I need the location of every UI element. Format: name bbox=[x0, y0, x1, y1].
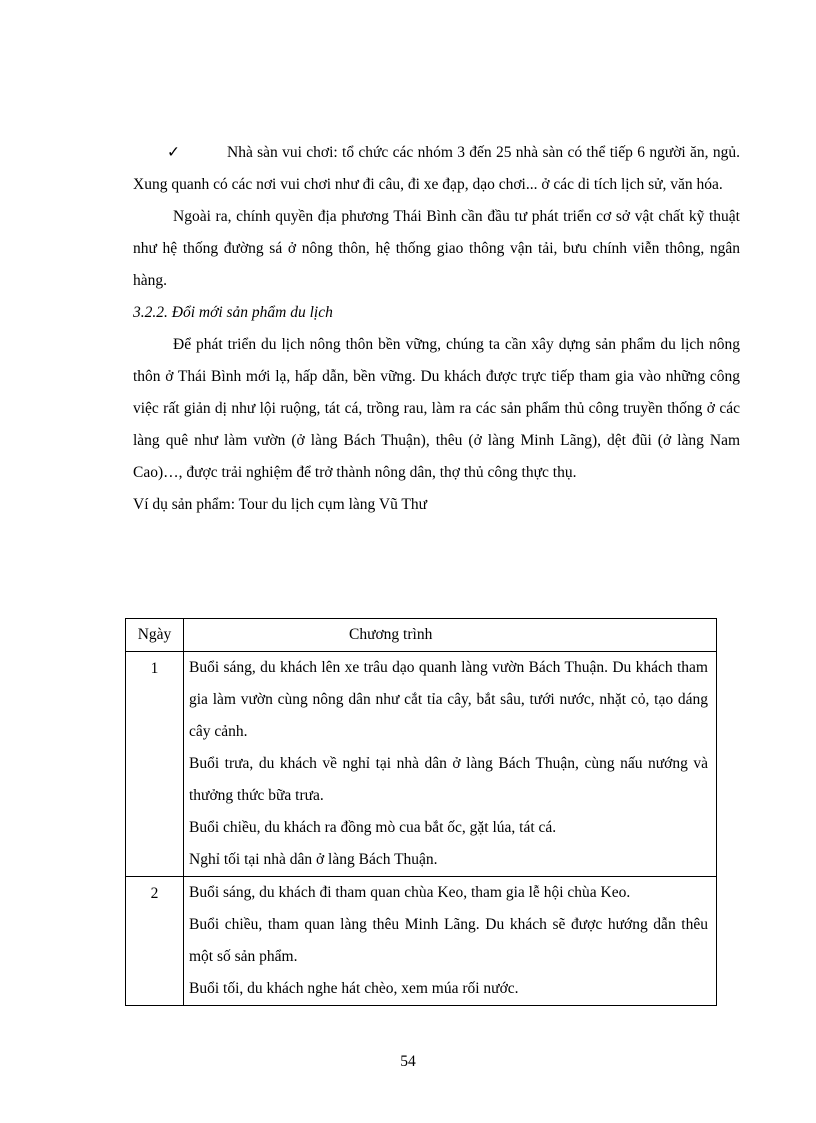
program-line: Buổi sáng, du khách đi tham quan chùa Keo, tham gia lễ hội chùa Keo. bbox=[189, 884, 631, 901]
check-list-item bbox=[133, 137, 740, 201]
check-item-text: Nhà sàn vui chơi: tổ chức các nhóm 3 đến 25 nhà sàn có thể tiếp 6 người ăn, ngủ. Xung quanh có các nơi vui chơi như đi câu, đi xe đạp, dạo chơi... ở các di tích lịch sử, văn hóa. bbox=[133, 144, 740, 193]
table-row bbox=[126, 877, 717, 1006]
program-line: Buổi sáng, du khách lên xe trâu dạo quanh làng vườn Bách Thuận. Du khách tham gia làm vườn cùng nông dân như cắt tỉa cây, bắt sâu, tưới nước, nhặt cỏ, tạo dáng cây cảnh. bbox=[189, 659, 708, 740]
header-day: Ngày bbox=[126, 619, 184, 652]
day-cell: 1 bbox=[126, 652, 184, 877]
header-program: Chương trình bbox=[184, 619, 717, 652]
paragraph-infrastructure: Ngoài ra, chính quyền địa phương Thái Bình cần đầu tư phát triển cơ sở vật chất kỹ thuật như hệ thống đường sá ở nông thôn, hệ thống giao thông vận tải, bưu chính viễn thông, ngân hàng. bbox=[133, 208, 740, 289]
check-mark-icon: ✓ bbox=[167, 144, 180, 161]
table-header-row bbox=[126, 619, 717, 652]
program-line: Buổi chiều, tham quan làng thêu Minh Lãng. Du khách sẽ được hướng dẫn thêu một số sản phẩm. bbox=[189, 916, 708, 965]
program-line: Buổi trưa, du khách về nghỉ tại nhà dân ở làng Bách Thuận, cùng nấu nướng và thưởng thức bữa trưa. bbox=[189, 755, 708, 804]
program-line: Buổi tối, du khách nghe hát chèo, xem múa rối nước. bbox=[189, 980, 519, 997]
example-line: Ví dụ sản phẩm: Tour du lịch cụm làng Vũ Thư bbox=[133, 496, 428, 513]
tour-table bbox=[125, 618, 717, 1006]
table-row bbox=[126, 652, 717, 877]
section-heading: 3.2.2. Đổi mới sản phẩm du lịch bbox=[133, 304, 333, 321]
page-number: 54 bbox=[400, 1053, 416, 1070]
paragraph-products: Để phát triển du lịch nông thôn bền vững, chúng ta cần xây dựng sản phẩm du lịch nông thôn ở Thái Bình mới lạ, hấp dẫn, bền vững. Du khách được trực tiếp tham gia vào những công việc rất giản dị như lội ruộng, tát cá, trồng rau, làm ra các sản phẩm thủ công truyền thống ở các làng quê như làm vườn (ở làng Bách Thuận), thêu (ở làng Minh Lãng), dệt đũi (ở làng Nam Cao)…, được trải nghiệm để trở thành nông dân, thợ thủ công thực thụ. bbox=[133, 336, 740, 481]
program-cell bbox=[184, 652, 717, 877]
body-text bbox=[133, 137, 740, 521]
program-line: Nghỉ tối tại nhà dân ở làng Bách Thuận. bbox=[189, 851, 438, 868]
program-cell bbox=[184, 877, 717, 1006]
day-cell: 2 bbox=[126, 877, 184, 1006]
program-line: Buổi chiều, du khách ra đồng mò cua bắt ốc, gặt lúa, tát cá. bbox=[189, 819, 557, 836]
